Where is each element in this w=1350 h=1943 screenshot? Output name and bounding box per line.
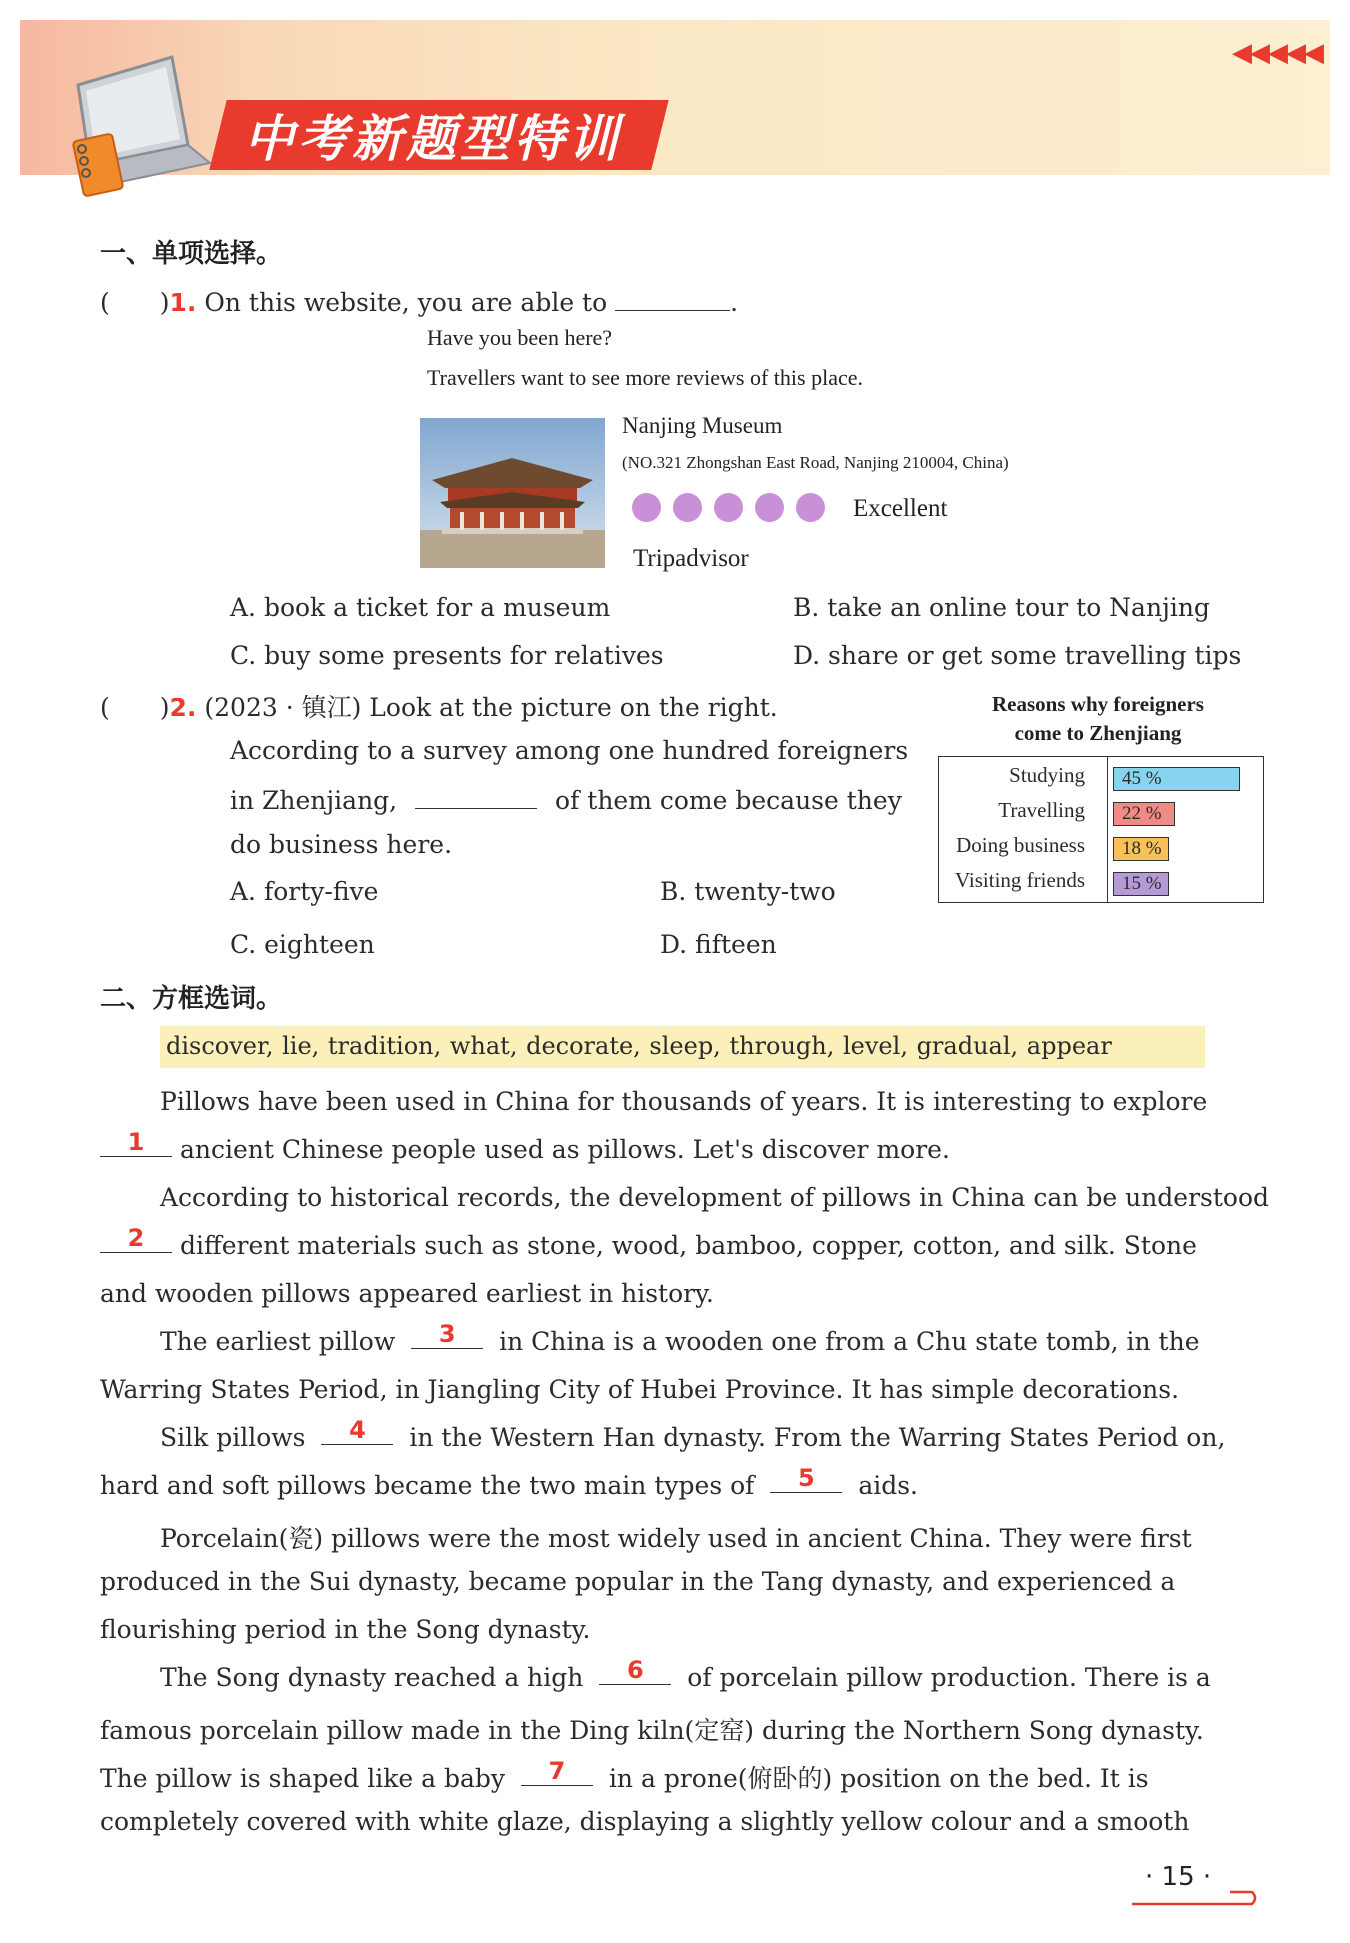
reason-bar: 18 % xyxy=(1113,837,1169,861)
museum-photo xyxy=(420,418,605,568)
reason-label: Doing business xyxy=(956,833,1085,857)
para2-line1: According to historical records, the development of pillows in China can be understood xyxy=(160,1183,1270,1212)
para6-line3 xyxy=(100,1759,1149,1795)
rating-dot-icon xyxy=(755,493,784,522)
blank-4[interactable]: 4 xyxy=(321,1416,393,1445)
blank-7[interactable]: 7 xyxy=(521,1757,593,1786)
stem-text: of them come because they xyxy=(555,786,902,815)
laptop-notebook-icon xyxy=(60,45,220,205)
page-number: · 15 · xyxy=(1145,1862,1212,1892)
para5-line2: produced in the Sui dynasty, became popular in the Tang dynasty, and experienced a xyxy=(100,1567,1176,1596)
para-text: in China is a wooden one from a Chu state tomb, in the xyxy=(499,1327,1200,1356)
para2-line2 xyxy=(100,1224,1197,1261)
reasons-table xyxy=(938,756,1264,903)
para-text: in a prone(俯卧的) position on the bed. It is xyxy=(608,1764,1149,1793)
blank-5[interactable]: 5 xyxy=(770,1464,842,1493)
question-number: 1. xyxy=(169,288,197,317)
stem-text: in Zhenjiang, xyxy=(230,786,398,815)
reason-bar: 45 % xyxy=(1113,767,1240,791)
reason-label: Visiting friends xyxy=(955,868,1085,892)
question-2-line-4: do business here. xyxy=(230,830,453,859)
blank-1[interactable]: 1 xyxy=(100,1128,172,1157)
reason-label: Travelling xyxy=(998,798,1085,822)
answer-blank[interactable] xyxy=(615,285,730,311)
rating-dot-icon xyxy=(632,493,661,522)
place-name: Nanjing Museum xyxy=(622,413,783,438)
answer-blank[interactable] xyxy=(415,783,537,809)
question-1-stem xyxy=(100,283,738,319)
blank-3[interactable]: 3 xyxy=(411,1320,483,1349)
para-text: Silk pillows xyxy=(160,1423,306,1452)
page-arrow-icon xyxy=(1130,1880,1260,1910)
question-number: 2. xyxy=(169,693,197,722)
para-text: The pillow is shaped like a baby xyxy=(100,1764,506,1793)
table-divider xyxy=(1107,757,1108,902)
para4-line1 xyxy=(160,1416,1226,1453)
arrows-icon: ◀◀◀◀◀ xyxy=(1232,38,1322,68)
option-a[interactable]: A. forty-five xyxy=(230,877,379,906)
reason-bar: 15 % xyxy=(1113,872,1169,896)
reason-label: Studying xyxy=(1009,763,1085,787)
banner-title: 中考新题型特训 xyxy=(209,100,668,170)
para3-line2: Warring States Period, in Jiangling City of Hubei Province. It has simple decorations. xyxy=(100,1375,1180,1404)
section2-heading: 二、方框选词。 xyxy=(100,984,283,1014)
para5-line3: flourishing period in the Song dynasty. xyxy=(100,1615,591,1644)
place-address: (NO.321 Zhongshan East Road, Nanjing 210004, China) xyxy=(622,453,1009,472)
rating-dot-icon xyxy=(673,493,702,522)
question-2-line-2: According to a survey among one hundred foreigners xyxy=(230,736,909,765)
option-b[interactable]: B. twenty-two xyxy=(660,877,836,906)
option-a[interactable]: A. book a ticket for a museum xyxy=(230,593,611,622)
para-text: The earliest pillow xyxy=(160,1327,396,1356)
para-text: in the Western Han dynasty. From the Warring States Period on, xyxy=(409,1423,1226,1452)
para6-line4: completely covered with white glaze, displaying a slightly yellow colour and a smooth xyxy=(100,1807,1190,1836)
section1-heading: 一、单项选择。 xyxy=(100,239,283,269)
stem-end: . xyxy=(730,288,739,317)
brand-name: Tripadvisor xyxy=(633,545,749,572)
rating-dots xyxy=(632,493,837,526)
stem-text: (2023 · 镇江) Look at the picture on the right. xyxy=(204,693,778,722)
para-text: of porcelain pillow production. There is a xyxy=(687,1663,1211,1692)
option-d[interactable]: D. fifteen xyxy=(660,930,777,959)
para-text: aids. xyxy=(858,1471,918,1500)
para2-line3: and wooden pillows appeared earliest in history. xyxy=(100,1279,714,1308)
blank-2[interactable]: 2 xyxy=(100,1224,172,1253)
para6-line1 xyxy=(160,1656,1211,1693)
para-text: hard and soft pillows became the two main types of xyxy=(100,1471,755,1500)
reason-bar: 22 % xyxy=(1113,802,1175,826)
para4-line2 xyxy=(100,1464,918,1501)
para-text: The Song dynasty reached a high xyxy=(160,1663,584,1692)
para1-line1: Pillows have been used in China for thousands of years. It is interesting to explore xyxy=(160,1087,1208,1116)
word-box-words: discover, lie, tradition, what, decorate, sleep, through, level, gradual, appear xyxy=(166,1032,1112,1060)
blank-6[interactable]: 6 xyxy=(599,1656,671,1685)
option-b[interactable]: B. take an online tour to Nanjing xyxy=(793,593,1210,622)
card-prompt-2: Travellers want to see more reviews of this place. xyxy=(427,365,864,390)
stem-text: On this website, you are able to xyxy=(204,288,608,317)
option-d[interactable]: D. share or get some travelling tips xyxy=(793,641,1242,670)
table-title-line-1: Reasons why foreigners xyxy=(992,692,1204,716)
table-title-line-2: come to Zhenjiang xyxy=(1014,721,1182,745)
para1-line2 xyxy=(100,1128,950,1165)
question-2-line-1 xyxy=(100,688,778,724)
rating-dot-icon xyxy=(714,493,743,522)
para3-line1 xyxy=(160,1320,1200,1357)
answer-paren[interactable]: ( ) xyxy=(100,693,170,722)
answer-paren[interactable]: ( ) xyxy=(100,288,170,317)
para-text: different materials such as stone, wood, bamboo, copper, cotton, and silk. Stone xyxy=(179,1231,1197,1260)
para6-line2: famous porcelain pillow made in the Ding kiln(定窑) during the Northern Song dynasty. xyxy=(100,1716,1204,1745)
rating-dot-icon xyxy=(796,493,825,522)
question-2-line-3 xyxy=(230,783,902,815)
option-c[interactable]: C. buy some presents for relatives xyxy=(230,641,664,670)
reasons-table-title xyxy=(938,690,1258,748)
para-text: ancient Chinese people used as pillows. Let's discover more. xyxy=(179,1135,950,1164)
para5-line1: Porcelain(瓷) pillows were the most widely used in ancient China. They were first xyxy=(160,1524,1192,1553)
card-prompt-1: Have you been here? xyxy=(427,325,613,350)
option-c[interactable]: C. eighteen xyxy=(230,930,375,959)
rating-label: Excellent xyxy=(853,495,948,522)
